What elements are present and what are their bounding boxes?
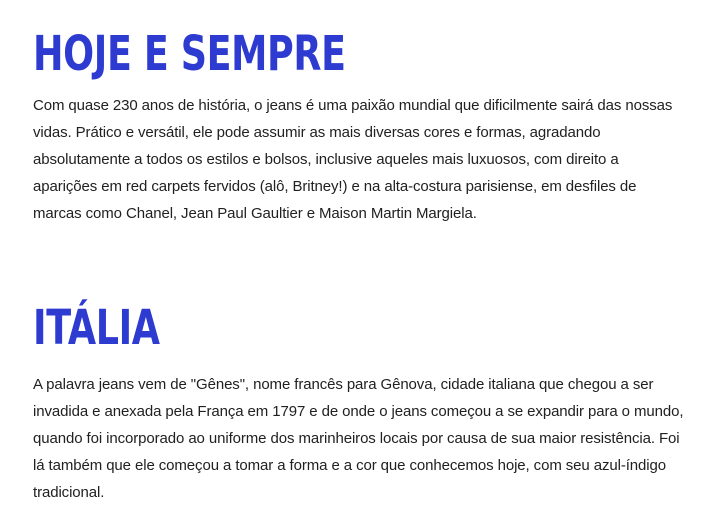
section-hoje-e-sempre: [33, 26, 694, 227]
heading-italia: ITÁLIA: [33, 300, 160, 356]
heading-hoje-e-sempre: HOJE E SEMPRE: [33, 26, 346, 82]
paragraph-italia: A palavra jeans vem de "Gênes", nome francês para Gênova, cidade italiana que chegou a ser invadida e anexada pela França em 1797 e de onde o jeans começou a se expandir para o mundo, quando foi incorporado ao uniforme dos marinheiros locais por causa de sua maior resistência. Foi lá também que ele começou a tomar a forma e a cor que conhecemos hoje, com seu azul-índigo tradicional.: [33, 376, 684, 501]
section-italia: [33, 300, 694, 506]
paragraph-hoje-e-sempre: Com quase 230 anos de história, o jeans é uma paixão mundial que dificilmente sairá das nossas vidas. Prático e versátil, ele pode assumir as mais diversas cores e formas, agradando absolutamente a todos os estilos e bolsos, inclusive aqueles mais luxuosos, com direito a aparições em red carpets fervidos (alô, Britney!) e na alta-costura parisiense, em desfiles de marcas como Chanel, Jean Paul Gaultier e Maison Martin Margiela.: [33, 97, 673, 222]
